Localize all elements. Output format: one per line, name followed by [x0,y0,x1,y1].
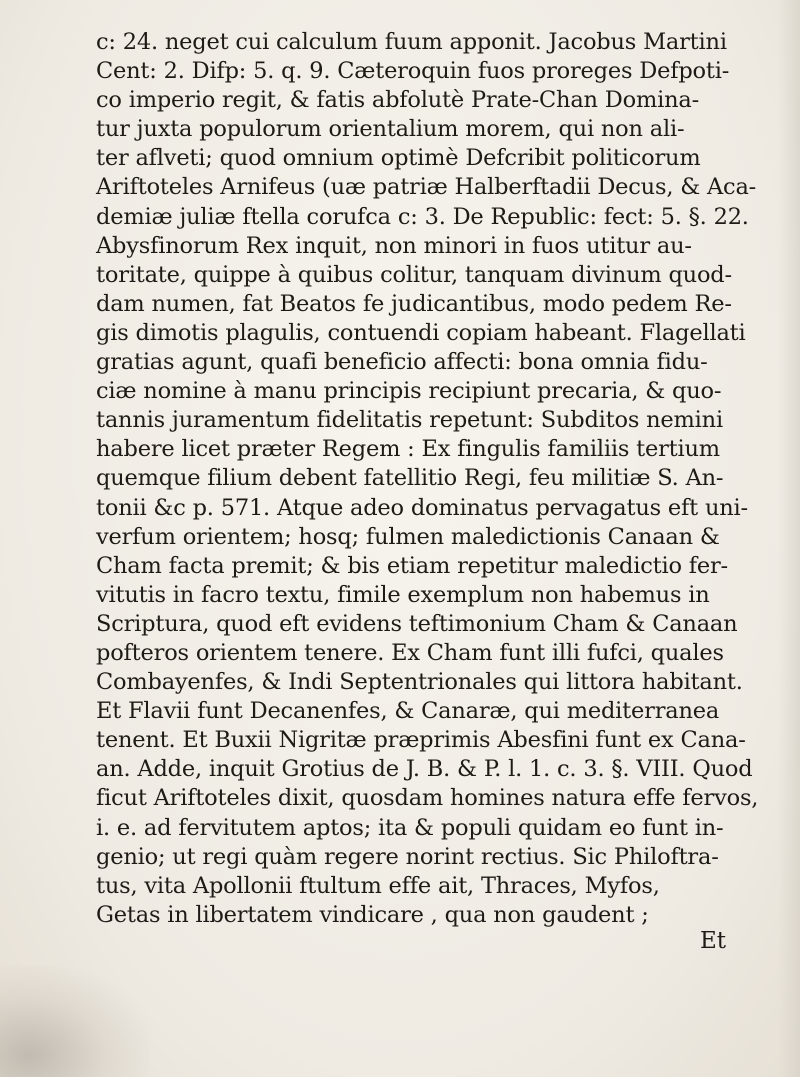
text-line: toritate, quippe à quibus colitur, tanquam divinum quod- [96,261,732,288]
text-line: quemque filium debent fatellitio Regi, feu militiæ S. An- [96,465,724,492]
text-line: an. Adde, inquit Grotius de J. B. & P. l. 1. c. 3. §. VIII. Quod [96,756,753,783]
catchword: Et [700,928,727,954]
text-line: gis dimotis plagulis, contuendi copiam habeant. Flagellati [96,319,746,346]
text-line: c: 24. neget cui calculum fuum apponit. Jacobus Martini [96,29,727,55]
text-line: dam numen, fat Beatos fe judicantibus, modo pedem Re- [96,290,732,317]
text-line: ficut Ariftoteles dixit, quosdam homines natura effe fervos, [96,785,759,812]
text-line: i. e. ad fervitutem aptos; ita & populi quidam eo funt in- [96,814,724,841]
text-line: tur juxta populorum orientalium morem, qui non ali- [96,116,685,143]
text-line: Getas in libertatem vindicare , qua non gaudent ; [96,901,649,928]
text-line: genio; ut regi quàm regere norint rectius. Sic Philoftra- [96,843,719,870]
text-line: pofteros orientem tenere. Ex Cham funt illi fufci, quales [96,639,724,666]
text-line: Cham facta premit; & bis etiam repetitur maledictio fer- [96,552,728,579]
text-line: co imperio regit, & fatis abfolutè Prate-Chan Domina- [96,87,700,114]
paper-stain [0,965,150,1077]
text-line: habere licet præter Regem : Ex fingulis familiis tertium [96,436,720,463]
text-line: Abysfinorum Rex inquit, non minori in fuos utitur au- [96,232,692,259]
text-line: vitutis in facro textu, fimile exemplum non habemus in [96,581,710,608]
body-text [96,28,786,930]
text-line: tonii &c p. 571. Atque adeo dominatus pervagatus eft uni- [96,494,748,521]
text-line: Combayenfes, & Indi Septentrionales qui littora habitant. [96,669,743,696]
text-line: tenent. Et Buxii Nigritæ præprimis Abesfini funt ex Cana- [96,727,746,754]
text-line: ter aflveti; quod omnium optimè Defcribit politicorum [96,145,701,172]
text-line: Cent: 2. Difp: 5. q. 9. Cæteroquin fuos proreges Defpoti- [96,58,730,85]
text-line: verfum orientem; hosq; fulmen maledictionis Canaan & [96,523,720,550]
text-line: tannis juramentum fidelitatis repetunt: Subditos nemini [96,407,723,434]
text-line: ciæ nomine à manu principis recipiunt precaria, & quo- [96,378,722,405]
text-line: Scriptura, quod eft evidens teftimonium Cham & Canaan [96,610,738,637]
text-line: gratias agunt, quafi beneficio affecti: bona omnia fidu- [96,349,708,376]
text-line: Et Flavii funt Decanenfes, & Canaræ, qui mediterranea [96,698,720,725]
text-line: Ariftoteles Arnifeus (uæ patriæ Halberftadii Decus, & Aca- [96,174,757,201]
text-line: tus, vita Apollonii ftultum effe ait, Thraces, Myfos, [96,872,660,899]
text-line: demiæ juliæ ftella corufca c: 3. De Republic: fect: 5. §. 22. [96,203,749,230]
